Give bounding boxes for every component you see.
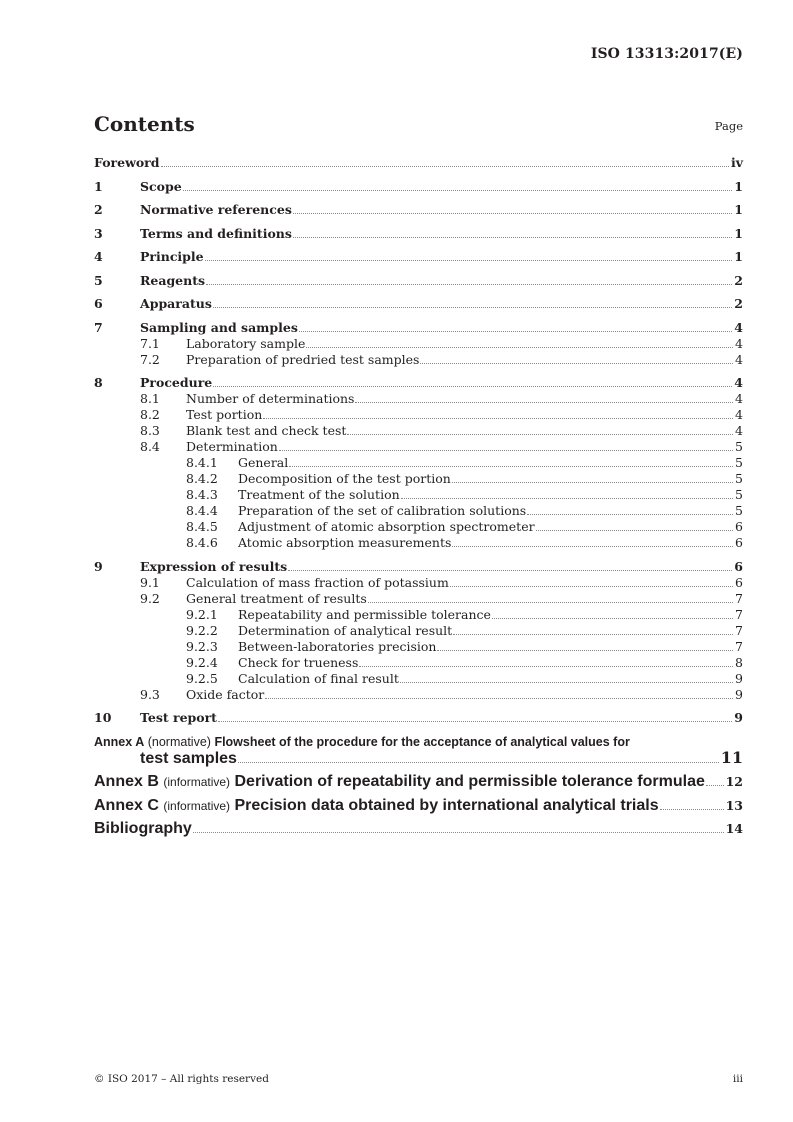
page-number: 13: [725, 797, 743, 813]
section-title: Adjustment of atomic absorption spectrometer: [238, 519, 535, 534]
section-title: Calculation of mass fraction of potassium: [186, 574, 449, 590]
bibliography-label: Bibliography: [94, 820, 192, 837]
page-number: 1: [734, 178, 743, 194]
page-number: 7: [735, 638, 743, 654]
dot-leader: [355, 402, 733, 403]
toc-entry[interactable]: [94, 226, 743, 242]
page-number: 4: [734, 375, 743, 390]
dot-leader: [536, 530, 733, 531]
toc-entry[interactable]: [94, 687, 743, 703]
page-number: 5: [735, 471, 743, 486]
page-number: 7: [735, 622, 743, 638]
dot-leader: [206, 284, 732, 285]
page-number: 4: [735, 423, 743, 438]
dot-leader: [279, 450, 733, 451]
annex-title: Derivation of repeatability and permissible tolerance formulae: [234, 773, 705, 790]
dot-leader: [213, 386, 732, 387]
section-title: Preparation of predried test samples: [186, 351, 420, 367]
page-number: 4: [735, 335, 743, 351]
section-title: Atomic absorption measurements: [238, 535, 452, 550]
annex-name: Annex C: [94, 796, 159, 814]
annex-title: Precision data obtained by international analytical trials: [234, 796, 659, 814]
section-number: 9.2.2: [186, 622, 218, 638]
dot-leader: [238, 762, 719, 763]
section-number: 8.4.4: [186, 503, 218, 518]
annex-type: (informative): [163, 798, 231, 813]
toc-entry[interactable]: [94, 375, 743, 391]
dot-leader: [368, 602, 733, 603]
dot-leader: [420, 363, 733, 364]
section-number: 9.2.1: [186, 606, 218, 622]
toc-entry[interactable]: [94, 179, 743, 195]
section-number: 6: [94, 296, 103, 311]
toc-entry[interactable]: [94, 336, 743, 352]
dot-leader: [263, 418, 733, 419]
page-number: 6: [735, 519, 743, 534]
dot-leader: [218, 721, 732, 722]
section-title: Calculation of final result: [238, 670, 399, 686]
dot-leader: [306, 347, 733, 348]
toc-entry[interactable]: [94, 249, 743, 265]
section-title: Preparation of the set of calibration solutions: [238, 503, 527, 518]
toc-entry[interactable]: [94, 671, 743, 687]
dot-leader: [289, 466, 733, 467]
section-title: Apparatus: [140, 296, 212, 311]
dot-leader: [205, 260, 733, 261]
section-title: Repeatability and permissible tolerance: [238, 606, 491, 622]
toc-entry[interactable]: [94, 655, 743, 671]
contents-title: Contents: [94, 112, 195, 136]
toc-entry[interactable]: [94, 503, 743, 519]
page-number: 9: [735, 670, 743, 686]
copyright-footer: © ISO 2017 – All rights reserved: [94, 1073, 269, 1085]
toc-entry[interactable]: [94, 471, 743, 487]
page-number: 6: [735, 535, 743, 550]
toc-annex-c[interactable]: [94, 798, 743, 814]
toc-entry[interactable]: [94, 273, 743, 289]
dot-leader: [213, 307, 732, 308]
section-title: Scope: [140, 178, 182, 194]
toc-entry[interactable]: [94, 423, 743, 439]
toc-entry[interactable]: [94, 455, 743, 471]
section-number: 1: [94, 178, 103, 194]
toc-entry[interactable]: [94, 407, 743, 423]
page-number: 8: [735, 654, 743, 670]
section-title: Oxide factor: [186, 686, 265, 702]
page-number: 5: [735, 455, 743, 470]
section-title: Decomposition of the test portion: [238, 471, 451, 486]
dot-leader: [265, 698, 733, 699]
annex-title: Flowsheet of the procedure for the acceptance of analytical values for: [214, 734, 630, 749]
toc-entry[interactable]: [94, 202, 743, 218]
annex-name: Annex A: [94, 734, 145, 749]
page-number: 4: [734, 319, 743, 335]
page-number: 9: [734, 710, 743, 725]
section-title: Determination of analytical result: [238, 622, 453, 638]
section-title: Blank test and check test: [186, 423, 347, 438]
section-title: Expression of results: [140, 558, 288, 574]
page-number: 14: [725, 821, 743, 836]
section-title: Check for trueness: [238, 654, 359, 670]
annex-name: Annex B: [94, 773, 159, 790]
toc-entries: [94, 155, 743, 726]
dot-leader: [400, 682, 733, 683]
dot-leader: [293, 237, 732, 238]
page-number: 7: [735, 606, 743, 622]
section-number: 8.4.3: [186, 487, 218, 502]
section-title: Reagents: [140, 272, 206, 288]
page-number: 6: [734, 558, 743, 574]
dot-leader: [452, 546, 733, 547]
section-number: 9.3: [140, 686, 160, 702]
toc-entry[interactable]: [94, 155, 743, 171]
section-number: 5: [94, 272, 103, 288]
dot-leader: [453, 634, 733, 635]
section-title: Terms and definitions: [140, 225, 292, 241]
section-number: 8.2: [140, 407, 160, 422]
page-number: 4: [735, 351, 743, 367]
section-title: Sampling and samples: [140, 319, 298, 335]
toc-entry[interactable]: [94, 559, 743, 575]
toc-entry[interactable]: [94, 575, 743, 591]
document-id-header: ISO 13313:2017(E): [590, 46, 743, 62]
toc-bibliography[interactable]: [94, 821, 743, 837]
section-number: 8.4.6: [186, 535, 218, 550]
section-title: Test portion: [186, 407, 263, 422]
section-number: 9.2.4: [186, 654, 218, 670]
section-number: 9: [94, 558, 103, 574]
page-number: 2: [734, 296, 743, 311]
page-number: 11: [720, 747, 743, 767]
annex-type: (normative): [147, 734, 211, 749]
section-number: 7.1: [140, 335, 160, 351]
section-number: 8.4.1: [186, 455, 218, 470]
dot-leader: [183, 190, 733, 191]
section-title: Determination: [186, 439, 278, 454]
page-number: 5: [735, 503, 743, 518]
section-number: 8.4.2: [186, 471, 218, 486]
section-number: 9.1: [140, 574, 160, 590]
page-number: 4: [735, 407, 743, 422]
toc-annex-b[interactable]: [94, 774, 743, 790]
section-number: 7: [94, 319, 103, 335]
dot-leader: [161, 166, 729, 167]
section-title: Foreword: [94, 155, 160, 170]
dot-leader: [359, 666, 733, 667]
dot-leader: [527, 514, 733, 515]
toc-entry[interactable]: [94, 535, 743, 551]
section-title: Test report: [140, 710, 217, 725]
dot-leader: [193, 832, 724, 833]
section-title: Principle: [140, 249, 204, 264]
section-number: 8.3: [140, 423, 160, 438]
section-number: 8: [94, 375, 103, 390]
dot-leader: [293, 213, 732, 214]
section-number: 10: [94, 710, 112, 725]
toc-entry[interactable]: [94, 623, 743, 639]
toc-entry[interactable]: [94, 639, 743, 655]
table-of-contents: [94, 155, 743, 837]
toc-entry[interactable]: [94, 296, 743, 312]
toc-entry[interactable]: [94, 439, 743, 455]
dot-leader: [706, 785, 724, 786]
section-number: 8.4: [140, 439, 160, 454]
page-number: 5: [735, 487, 743, 502]
section-number: 3: [94, 225, 103, 241]
section-number: 9.2.5: [186, 670, 218, 686]
page-number: 7: [735, 590, 743, 606]
section-number: 7.2: [140, 351, 160, 367]
toc-entry[interactable]: [94, 519, 743, 535]
dot-leader: [492, 618, 733, 619]
section-number: 8.4.5: [186, 519, 218, 534]
section-number: 4: [94, 249, 103, 264]
dot-leader: [452, 482, 733, 483]
dot-leader: [299, 331, 732, 332]
page-number: iv: [730, 155, 743, 170]
dot-leader: [401, 498, 733, 499]
section-number: 2: [94, 202, 103, 217]
section-title: Procedure: [140, 375, 213, 390]
page-number: 5: [735, 439, 743, 454]
dot-leader: [660, 809, 724, 810]
section-title: Normative references: [140, 202, 292, 217]
page-number: 1: [734, 225, 743, 241]
toc-entry[interactable]: [94, 591, 743, 607]
section-title: Laboratory sample: [186, 335, 306, 351]
dot-leader: [347, 434, 733, 435]
toc-entry[interactable]: [94, 710, 743, 726]
page-number: 1: [734, 249, 743, 264]
annex-title-continued: test samples: [140, 749, 237, 767]
page-number: 1: [734, 202, 743, 217]
section-number: 8.1: [140, 391, 160, 406]
section-number: 9.2: [140, 590, 160, 606]
toc-entry[interactable]: [94, 487, 743, 503]
section-title: Number of determinations: [186, 391, 355, 406]
page-column-label: Page: [714, 119, 743, 133]
section-title: General: [238, 455, 289, 470]
dot-leader: [437, 650, 733, 651]
dot-leader: [450, 586, 733, 587]
footer-page-number: iii: [732, 1073, 743, 1085]
page-number: 6: [735, 574, 743, 590]
toc-entry[interactable]: [94, 391, 743, 407]
page-number: 12: [725, 774, 743, 789]
page-number: 2: [734, 272, 743, 288]
section-title: Between-laboratories precision: [238, 638, 437, 654]
section-title: Treatment of the solution: [238, 487, 400, 502]
toc-entry[interactable]: [94, 352, 743, 368]
section-number: 9.2.3: [186, 638, 218, 654]
annex-type: (informative): [163, 775, 231, 789]
toc-entry[interactable]: [94, 320, 743, 336]
toc-annex-a[interactable]: [94, 734, 743, 767]
page-number: 9: [735, 686, 743, 702]
toc-entry[interactable]: [94, 607, 743, 623]
section-title: General treatment of results: [186, 590, 367, 606]
dot-leader: [288, 570, 732, 571]
page-number: 4: [735, 391, 743, 406]
